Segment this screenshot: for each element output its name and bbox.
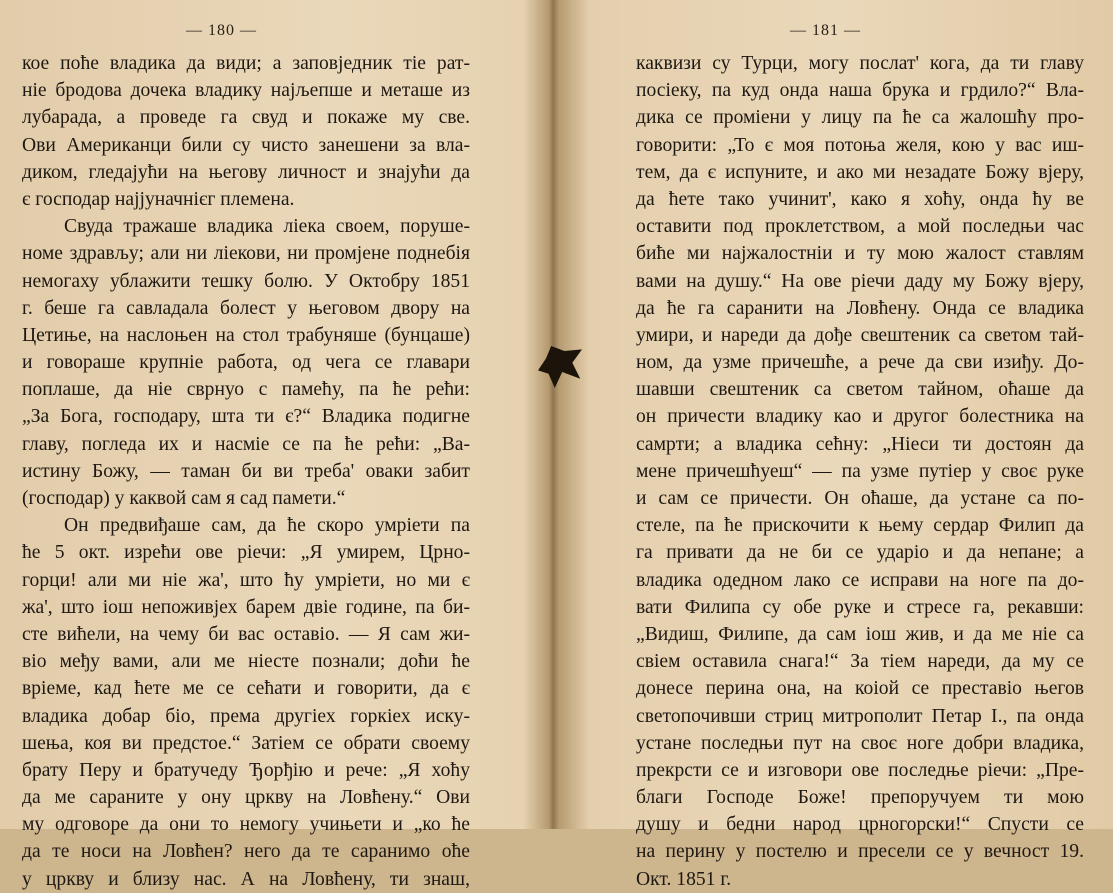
text-line: каквизи су Турци, могу послат' кога, да ти главу	[636, 53, 1084, 74]
text-line: донесе перина она, на коіой се преставіо његов	[636, 678, 1084, 700]
text-line: посіеку, па куд онда наша брука и грдило?“ Вла-	[636, 80, 1084, 102]
text-line: поплаше, да ніе сврнуо с памећу, па ће рећи:	[22, 379, 470, 401]
text-line: говорити: „То є моя потоња желя, кою у вас иш-	[636, 134, 1084, 156]
text-line: шавши свештеник са светом тайном, оћаше да	[636, 379, 1084, 401]
text-line: вами на душу.“ На ове ріечи даду му Божу вјеру,	[636, 270, 1084, 292]
text-line: прекрсти се и изговори ове последње ріечи: „Пре-	[636, 759, 1084, 781]
text-line: Окт. 1851 г.	[636, 868, 732, 890]
text-line: (господар) у каквой сам я сад памети.“	[22, 488, 346, 509]
text-line: „За Бога, господару, шта ти є?“ Владика подигне	[22, 406, 470, 428]
text-line: самрти; а владика сећну: „Ніеси ти достоян да	[636, 433, 1084, 455]
text-line: ће 5 окт. изрећи ове ріечи: „Я умирем, Црно-	[22, 542, 470, 564]
text-line: ном, да узме причешће, а рече да сви изиђу. До-	[636, 352, 1084, 374]
text-line: сте вићели, на чему би вас оставіо. — Я сам жи-	[22, 623, 470, 645]
text-line: стеле, па ће прискочити к њему сердар Филип да	[636, 515, 1084, 537]
right-page-body	[636, 50, 1084, 893]
text-line: главу, погледа их и насміе се па ће рећи: „Ва-	[22, 433, 470, 455]
text-line: да ћете тако учинит', како я хоћу, онда ћу ве	[636, 188, 1084, 210]
text-line: горци! али ми ніе жа', што ћу умріети, но ми є	[22, 569, 470, 591]
text-line: устане последњи пут на своє ноге добри владика,	[636, 732, 1084, 754]
text-line: оставити под проклетством, а мой последњи час	[636, 216, 1084, 238]
left-page-body	[22, 50, 470, 893]
text-line: Ови Американци били су чисто занешени за вла-	[22, 134, 470, 156]
text-line: ніе бродова дочека владику најљепше и меташе из	[22, 80, 470, 102]
text-line: жа', што іош непоживјех барем двіе године, па би-	[22, 596, 470, 618]
text-line: владика добар біо, према другіех горкіех иску-	[22, 705, 470, 727]
text-line: немогаху ублажити тешку болю. У Октобру 1851	[22, 270, 470, 292]
text-line: га привати да не би се ударіо и да непане; а	[636, 542, 1084, 564]
text-line: у цркву и близу нас. А на Ловћену, ти знаш,	[22, 868, 470, 890]
text-line: светопочивши стриц митрополит Петар I., па онда	[636, 705, 1084, 727]
left-page	[0, 0, 538, 890]
text-line: віо међу вами, али ме ніесте познали; доћи ће	[22, 651, 470, 673]
text-line: умири, и нареди да дође свештеник са светом тай-	[636, 324, 1084, 346]
right-page	[572, 0, 1113, 890]
text-line: и сам се причести. Он оћаше, да устане са по-	[636, 488, 1084, 509]
text-line: на перину у постелю и пресели се у вечност 19.	[636, 841, 1084, 863]
text-line: Он предвиђаше сам, да ће скоро умріети па	[64, 515, 470, 537]
text-line: диком, гледајући на његову личност и знајући да	[22, 161, 470, 183]
text-line: тем, да є испуните, и ако ми незадате Божу вјеру,	[636, 161, 1084, 183]
text-line: да ме сараните у ону цркву на Ловћену.“ Ови	[22, 787, 470, 809]
text-line: и говораше крупніе работа, од чега се главари	[22, 352, 470, 374]
text-line: лубарада, а проведе га свуд и покаже му све.	[22, 107, 470, 129]
text-line: му одговоре да они то немогу учињети и „ко ће	[22, 814, 470, 836]
text-line: мене причешћуеш“ — па узме путіер у своє руке	[636, 460, 1084, 482]
text-line: дика се проміени у лицу па ће са жалошћу про-	[636, 107, 1084, 129]
left-page-number: — 180 —	[186, 22, 257, 39]
text-line: свіем оставила снага!“ За тіем нареди, да му се	[636, 651, 1084, 673]
text-line: владика одедном лако се исправи на ноге па до-	[636, 569, 1084, 591]
text-line: да те носи на Ловћен? него да те саранимо оће	[22, 841, 470, 863]
text-line: є господар најјуначнієг племена.	[22, 188, 295, 210]
text-line: истину Божу, — таман би ви треба' оваки забит	[22, 460, 470, 482]
text-line: вріеме, кад ћете ме се сећати и говорити, да є	[22, 678, 470, 700]
text-line: номе здрављу; али ни ліекови, ни промјене поднебія	[22, 243, 470, 265]
right-page-number: — 181 —	[790, 22, 861, 39]
text-line: „Видиш, Филипе, да сам іош жив, и да ме ніе са	[636, 623, 1084, 645]
text-line: да ће га саранити на Ловћену. Онда се владика	[636, 297, 1084, 319]
text-line: Цетиње, на наслоњен на стол трабуняше (бунцаше)	[22, 324, 470, 346]
text-line: вати Филипа су обе руке и стресе га, рекавши:	[636, 596, 1084, 618]
text-line: шења, коя ви предстое.“ Затіем се обрати своему	[22, 732, 470, 754]
text-line: он причести владику као и другог болестника на	[636, 406, 1084, 428]
text-line: г. беше га савладала болест у његовом двору на	[22, 297, 470, 319]
text-line: брату Перу и братучеду Ђорђію и рече: „Я хоћу	[22, 759, 470, 781]
text-line: благи Господе Боже! препоручуем ти мою	[636, 787, 1084, 809]
text-line: кое поће владика да види; а заповједник тіе рат-	[22, 53, 470, 74]
text-line: душу и бедни народ црногорски!“ Спусти се	[636, 814, 1084, 836]
text-line: Свуда тражаше владика ліека своем, поруше-	[64, 216, 470, 238]
text-line: биће ми најжалостніи и ту мою жалост ставлям	[636, 243, 1084, 265]
